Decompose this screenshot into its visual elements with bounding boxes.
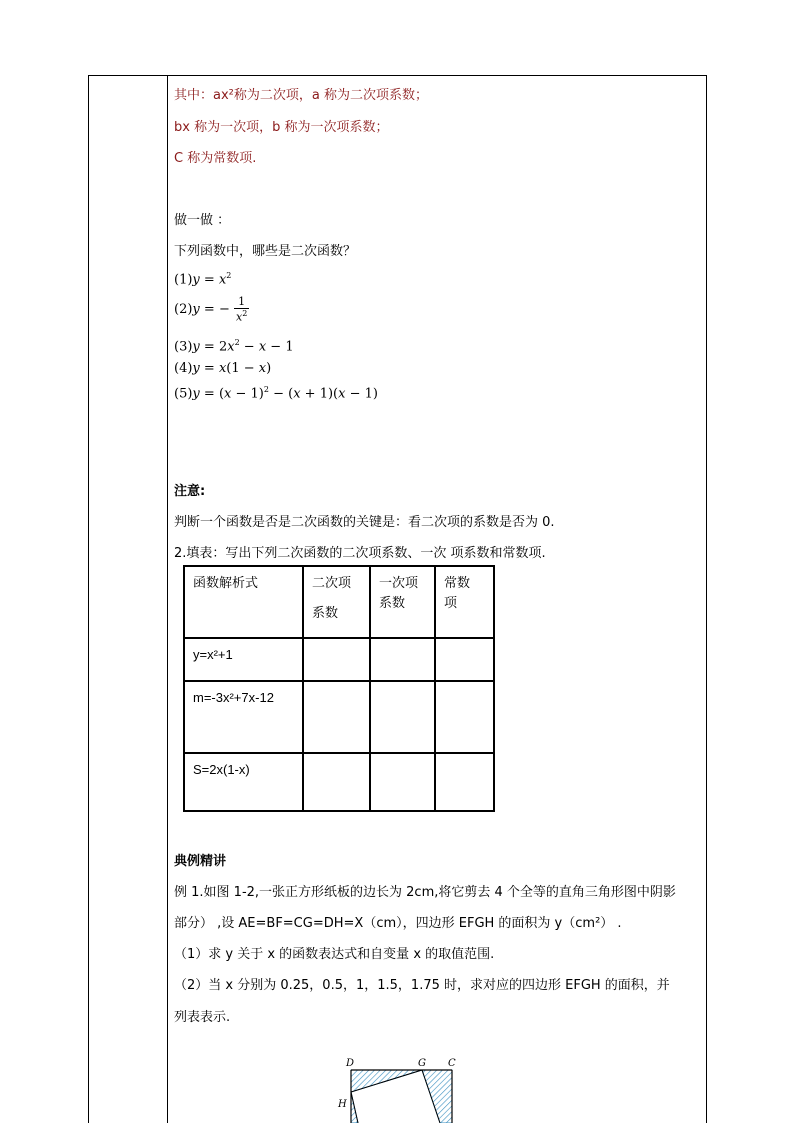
label-d: D: [346, 1058, 355, 1069]
header-quadratic-coef: [303, 566, 370, 638]
table-cell-empty[interactable]: [303, 681, 370, 753]
table-row: [184, 638, 494, 681]
function-1: $(1)y = x^2$: [174, 271, 232, 288]
table-cell-empty[interactable]: [370, 638, 435, 681]
table-instruction: 2.填表：写出下列二次函数的二次项系数、一次 项系数和常数项.: [174, 546, 546, 561]
table-row: [184, 681, 494, 753]
frame-mid-border: [167, 75, 168, 1123]
note-title: 注意:: [174, 484, 206, 499]
constant-term-line: C 称为常数项.: [174, 151, 257, 166]
example-line-1: 例 1.如图 1-2,一张正方形纸板的边长为 2cm,将它剪去 4 个全等的直角三角形图中阴影: [174, 885, 676, 900]
table-cell-empty[interactable]: [435, 753, 494, 811]
frame-left-border: [88, 75, 89, 1123]
header-quadratic-coef-l2: 系数: [312, 605, 339, 620]
function-4-label: (4): [174, 361, 193, 376]
function-3-label: (3): [174, 339, 193, 355]
header-linear-coef: [370, 566, 435, 638]
function-5: $(5)y = (x - 1)^2 - (x + 1)(x - 1)$: [174, 385, 378, 402]
table-cell-empty[interactable]: [303, 638, 370, 681]
function-2-label: (2): [174, 301, 193, 317]
example-line-5: 列表表示.: [174, 1010, 231, 1025]
table-cell-empty[interactable]: [303, 753, 370, 811]
quadratic-term-line: 其中：ax²称为二次项，a 称为二次项系数；: [174, 88, 428, 103]
example-line-2: 部分） ,设 AE=BF=CG=DH=X（cm），四边形 EFGH 的面积为 y（cm²） .: [174, 916, 622, 931]
table-cell-expression: y=x²+1: [184, 638, 303, 681]
table-cell-empty[interactable]: [435, 638, 494, 681]
header-quadratic-coef-l1: 二次项: [312, 575, 352, 590]
example-line-4: （2）当 x 分别为 0.25，0.5，1，1.5，1.75 时，求对应的四边形 EFGH 的面积，并: [174, 978, 670, 993]
label-c: C: [448, 1058, 456, 1069]
label-g: G: [418, 1058, 426, 1069]
try-it-heading: 做一做 ：: [174, 213, 231, 228]
label-h: H: [338, 1099, 347, 1110]
table-row: [184, 753, 494, 811]
header-constant-l2: 项: [444, 595, 458, 610]
example-line-3: （1）求 y 关于 x 的函数表达式和自变量 x 的取值范围.: [174, 947, 495, 962]
table-cell-empty[interactable]: [370, 753, 435, 811]
frame-right-border: [706, 75, 707, 1123]
function-4: (4)y = x(1 − x): [174, 361, 272, 376]
frame-top-border: [88, 75, 707, 76]
table-cell-expression: m=-3x²+7x-12: [184, 681, 303, 753]
square-figure: [330, 1052, 470, 1127]
function-5-label: (5): [174, 386, 193, 402]
header-constant: [435, 566, 494, 638]
table-cell-empty[interactable]: [435, 681, 494, 753]
coefficient-table: [183, 565, 495, 812]
linear-term-line: bx 称为一次项，b 称为一次项系数；: [174, 120, 389, 135]
table-cell-empty[interactable]: [370, 681, 435, 753]
table-header-row: [184, 566, 494, 638]
header-linear-coef-l2: 系数: [379, 595, 406, 610]
function-1-label: (1): [174, 272, 193, 288]
example-heading: 典例精讲: [174, 854, 227, 869]
function-2: (2)y = − $\frac{1}{x^2}$: [174, 295, 248, 324]
square-figure-svg: [330, 1052, 470, 1123]
note-body: 判断一个函数是否是二次函数的关键是：看二次项的系数是否为 0.: [174, 515, 555, 530]
header-expression: 函数解析式: [184, 566, 303, 638]
exercise-question: 下列函数中，哪些是二次函数？: [174, 244, 357, 259]
header-constant-l1: 常数: [444, 575, 471, 590]
table-cell-expression: S=2x(1-x): [184, 753, 303, 811]
header-linear-coef-l1: 一次项: [379, 575, 419, 590]
function-3: $(3)y = 2x^2 - x - 1$: [174, 338, 294, 355]
